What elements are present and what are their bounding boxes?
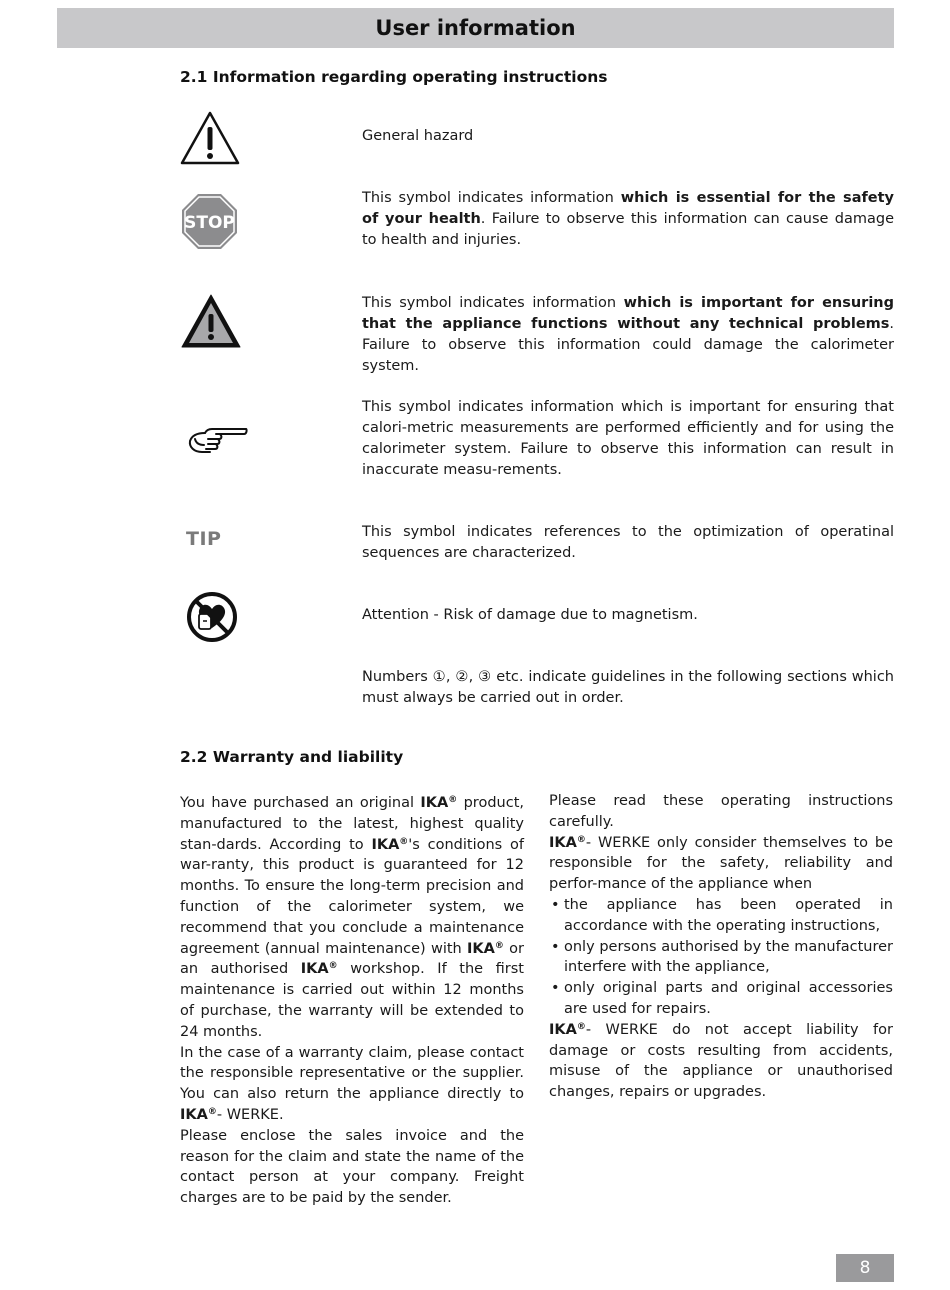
warranty-paragraph-1: You have purchased an original IKA® product, manufactured to the latest, highest quality stan-dards. According to IKA®'s conditions of war-ranty, this product is guaranteed for 12 months. To ensure the long-term precision and function of the calorimeter system, we recommend that you conclude a maintenance agreement (annual maintenance) with IKA® or an authorised IKA® workshop. If the first maintenance is carried out within 12 months of purchase, the warranty will be extended to 24 months.	[180, 795, 524, 1040]
list-item: • the appliance has been operated in accordance with the operating instructions,	[549, 895, 893, 937]
section-heading-2-2: 2.2 Warranty and liability	[180, 748, 404, 766]
general-hazard-icon	[179, 110, 241, 166]
no-pacemaker-icon	[186, 591, 238, 643]
header-bar	[57, 8, 894, 48]
calorimetric-info-text: This symbol indicates information which is important for ensuring that calori-metric measurements are performed efficiently and for using the calorimeter system. Failure to observe this information can result in inaccurate measu-rements.	[362, 399, 894, 478]
liability-paragraph-1: Please read these operating instructions carefully.	[549, 793, 893, 830]
page-title: User information	[375, 16, 576, 40]
liability-paragraph-3: IKA®- WERKE do not accept liability for damage or costs resulting from accidents, misuse of the appliance or unauthorised changes, repairs or upgrades.	[549, 1021, 893, 1101]
warranty-paragraph-2: In the case of a warranty claim, please contact the responsible representative or the supplier. You can also return the appliance directly to IKA®- WERKE.	[180, 1044, 524, 1123]
safety-health-text: This symbol indicates information which is essential for the safety of your health. Failure to observe this information can cause damage to health and injuries.	[362, 190, 894, 248]
liability-conditions-list	[549, 895, 893, 1020]
numbering-guidelines-text: Numbers ①, ②, ③ etc. indicate guidelines in the following sections which must always be carried out in order.	[362, 669, 894, 706]
magnetism-warning-text: Attention - Risk of damage due to magnetism.	[362, 607, 698, 623]
general-hazard-text: General hazard	[362, 128, 474, 144]
stop-sign-icon	[181, 193, 238, 250]
liability-paragraph-2: IKA®- WERKE only consider themselves to be responsible for the safety, reliability and perfor-mance of the appliance when	[549, 834, 893, 893]
liability-right-column	[549, 791, 893, 1103]
tip-text: This symbol indicates references to the optimization of operatinal sequences are characterized.	[362, 524, 894, 561]
warning-triangle-icon	[180, 293, 242, 349]
technical-problems-text: This symbol indicates information which is important for ensuring that the appliance functions without any technical problems. Failure to observe this information could damage the calorimeter system.	[362, 295, 895, 374]
svg-text:STOP: STOP	[184, 213, 235, 233]
section-heading-2-1: 2.1 Information regarding operating instructions	[180, 68, 608, 86]
list-item: • only original parts and original accessories are used for repairs.	[549, 978, 893, 1020]
page-number: 8	[836, 1254, 894, 1282]
warranty-paragraph-3: Please enclose the sales invoice and the reason for the claim and state the name of the contact person at your company. Freight charges are to be paid by the sender.	[180, 1127, 524, 1207]
warranty-left-column	[180, 793, 524, 1209]
pointing-hand-icon	[186, 421, 248, 455]
list-item: • only persons authorised by the manufacturer interfere with the appliance,	[549, 937, 893, 979]
tip-label: TIP	[186, 528, 222, 550]
